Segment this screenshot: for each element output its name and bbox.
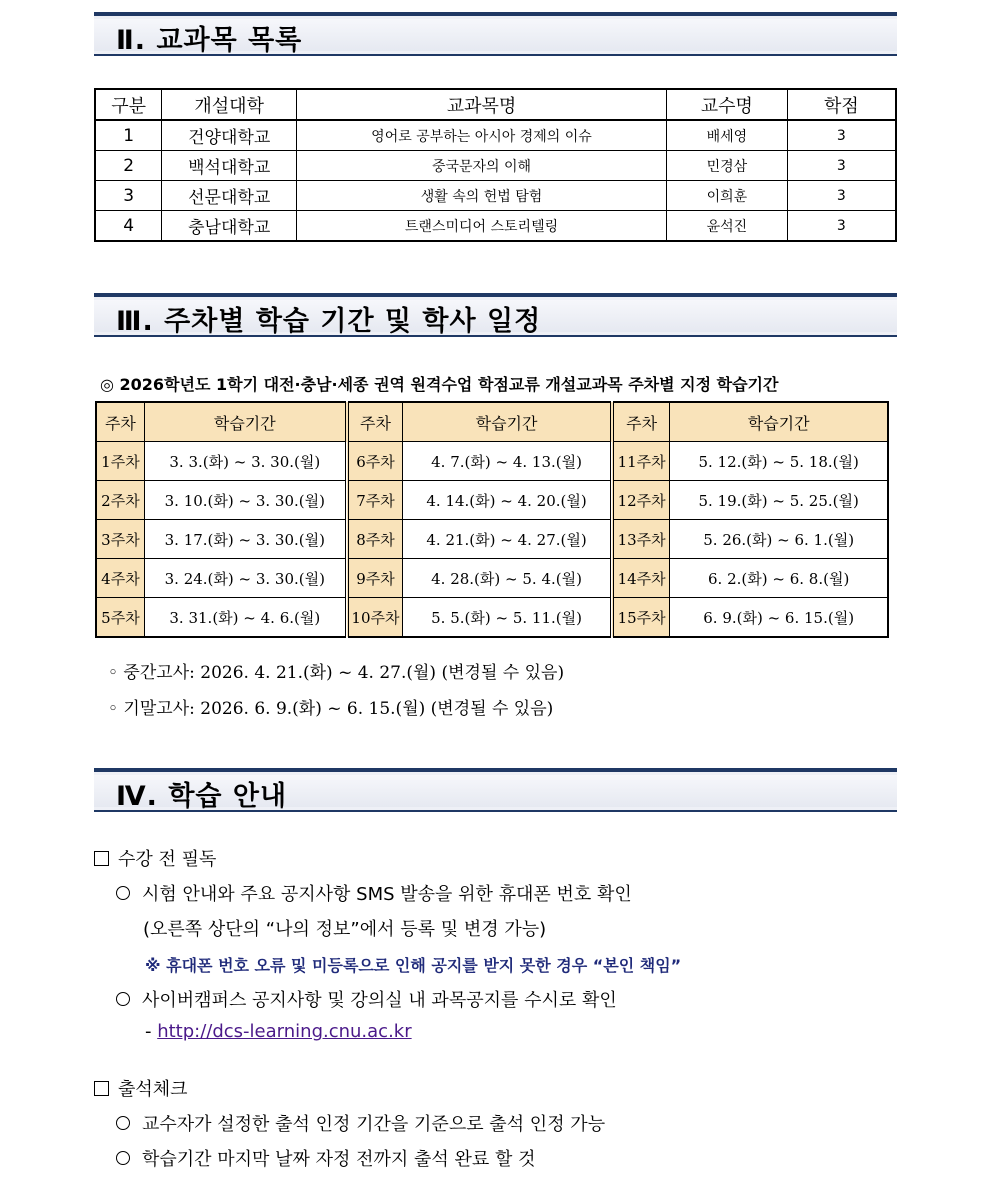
list-item [116,880,632,906]
circle-bullet-icon [116,1151,130,1165]
course-table [94,88,897,242]
midterm-note: ◦ 중간고사: 2026. 4. 21.(화) ~ 4. 27.(월) (변경될 수 있음) [108,663,565,683]
week-label: 4주차 [96,559,144,598]
cell: 건양대학교 [162,120,297,151]
week-label: 6주차 [347,442,403,481]
week-label: 1주차 [96,442,144,481]
week-label: 3주차 [96,520,144,559]
block-attendance [94,1075,188,1101]
cell: 생활 속의 헌법 탐험 [297,181,667,211]
header-cell: 개설대학 [162,89,297,120]
week-label: 10주차 [347,598,403,638]
item-text: 교수자가 설정한 출석 인정 기간을 기준으로 출석 인정 가능 [142,1114,606,1135]
table-row [96,442,888,481]
final-note: ◦ 기말고사: 2026. 6. 9.(화) ~ 6. 15.(월) (변경될 수 있음) [108,699,554,719]
list-item [116,1110,605,1136]
section-4-title: Ⅳ. 학습 안내 [116,781,288,812]
header-cell: 학점 [787,89,896,120]
block-attendance-title: 출석체크 [118,1079,188,1100]
period-cell: 3. 10.(화) ~ 3. 30.(월) [144,481,346,520]
header-week: 주차 [96,402,144,442]
header-cell: 구분 [95,89,162,120]
item-text: 사이버캠퍼스 공지사항 및 강의실 내 과목공지를 수시로 확인 [142,990,617,1011]
period-cell: 3. 24.(화) ~ 3. 30.(월) [144,559,346,598]
week-label: 14주차 [612,559,670,598]
table-row [95,120,896,151]
campus-link[interactable]: http://dcs-learning.cnu.ac.kr [157,1021,412,1042]
cell: 영어로 공부하는 아시아 경제의 이슈 [297,120,667,151]
week-label: 2주차 [96,481,144,520]
circle-bullet-icon [116,992,130,1006]
list-item [116,986,617,1012]
header-period: 학습기간 [670,402,888,442]
cell: 4 [95,211,162,242]
table-row [96,481,888,520]
header-cell: 교수명 [667,89,788,120]
period-cell: 3. 31.(화) ~ 4. 6.(월) [144,598,346,638]
table-row [96,520,888,559]
schedule-subtitle: ◎ 2026학년도 1학기 대전·충남·세종 권역 원격수업 학점교류 개설교과목 주차별 지정 학습기간 [100,375,779,394]
header-period: 학습기간 [144,402,346,442]
header-period: 학습기간 [403,402,612,442]
cell: 3 [787,181,896,211]
period-cell: 5. 26.(화) ~ 6. 1.(월) [670,520,888,559]
link-prefix: - [145,1021,158,1042]
block-must-read [94,845,216,871]
course-table-header [95,89,896,120]
cell: 3 [95,181,162,211]
week-label: 9주차 [347,559,403,598]
cell: 이희훈 [667,181,788,211]
period-cell: 6. 9.(화) ~ 6. 15.(월) [670,598,888,638]
period-cell: 5. 19.(화) ~ 5. 25.(월) [670,481,888,520]
section-3-title: Ⅲ. 주차별 학습 기간 및 학사 일정 [116,306,542,337]
table-row [96,598,888,638]
table-row [95,181,896,211]
item-text: 학습기간 마지막 날짜 자정 전까지 출석 완료 할 것 [142,1149,536,1170]
period-cell: 4. 21.(화) ~ 4. 27.(월) [403,520,612,559]
cell: 윤석진 [667,211,788,242]
cell: 3 [787,120,896,151]
week-label: 8주차 [347,520,403,559]
week-label: 5주차 [96,598,144,638]
cell: 배세영 [667,120,788,151]
header-cell: 교과목명 [297,89,667,120]
checkbox-square-icon [94,1081,109,1096]
section-3-header [94,293,897,337]
cell: 민경삼 [667,151,788,181]
schedule-header-row [96,402,888,442]
week-schedule-table [95,401,889,638]
table-row [96,559,888,598]
cell: 선문대학교 [162,181,297,211]
period-cell: 3. 17.(화) ~ 3. 30.(월) [144,520,346,559]
circle-bullet-icon [116,1116,130,1130]
item-sub-text: (오른쪽 상단의 “나의 정보”에서 등록 및 변경 가능) [143,919,547,940]
cell: 백석대학교 [162,151,297,181]
header-week: 주차 [347,402,403,442]
link-row [145,1021,412,1042]
list-item [116,1145,536,1171]
period-cell: 5. 5.(화) ~ 5. 11.(월) [403,598,612,638]
period-cell: 4. 28.(화) ~ 5. 4.(월) [403,559,612,598]
block-must-read-title: 수강 전 필독 [118,849,217,870]
circle-bullet-icon [116,886,130,900]
section-4-header [94,768,897,812]
cell: 3 [787,151,896,181]
week-label: 11주차 [612,442,670,481]
cell: 충남대학교 [162,211,297,242]
cell: 중국문자의 이해 [297,151,667,181]
period-cell: 5. 12.(화) ~ 5. 18.(월) [670,442,888,481]
cell: 3 [787,211,896,242]
warning-note: ※ 휴대폰 번호 오류 및 미등록으로 인해 공지를 받지 못한 경우 “본인 책임” [145,956,682,975]
section-2-header [94,12,897,56]
cell: 1 [95,120,162,151]
period-cell: 6. 2.(화) ~ 6. 8.(월) [670,559,888,598]
week-label: 15주차 [612,598,670,638]
cell: 트랜스미디어 스토리텔링 [297,211,667,242]
header-week: 주차 [612,402,670,442]
week-label: 7주차 [347,481,403,520]
item-text: 시험 안내와 주요 공지사항 SMS 발송을 위한 휴대폰 번호 확인 [142,884,632,905]
period-cell: 3. 3.(화) ~ 3. 30.(월) [144,442,346,481]
week-label: 13주차 [612,520,670,559]
week-label: 12주차 [612,481,670,520]
checkbox-square-icon [94,851,109,866]
section-2-title: Ⅱ. 교과목 목록 [116,25,303,56]
period-cell: 4. 7.(화) ~ 4. 13.(월) [403,442,612,481]
table-row [95,211,896,242]
cell: 2 [95,151,162,181]
period-cell: 4. 14.(화) ~ 4. 20.(월) [403,481,612,520]
table-row [95,151,896,181]
